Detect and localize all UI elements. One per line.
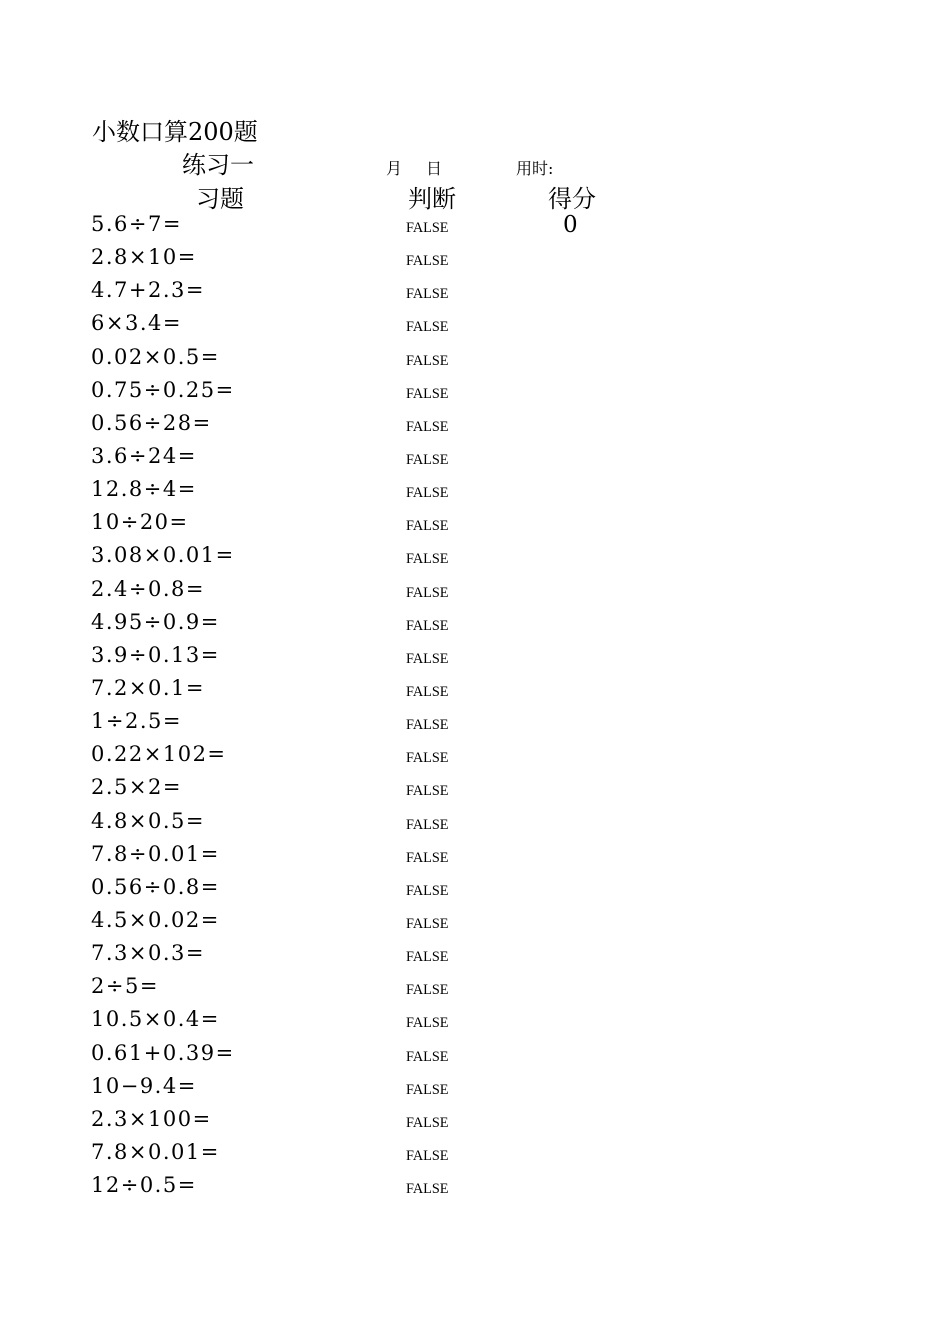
problem-row <box>0 1039 950 1072</box>
judge-result: FALSE <box>406 982 449 999</box>
problem-row <box>0 343 950 376</box>
judge-result: FALSE <box>406 286 449 303</box>
judge-result: FALSE <box>406 1081 449 1098</box>
judge-result: FALSE <box>406 584 449 601</box>
problem-row <box>0 807 950 840</box>
problem-text: 2.8×10= <box>91 245 197 270</box>
problem-row <box>0 740 950 773</box>
problem-row <box>0 1005 950 1038</box>
problem-row <box>0 1105 950 1138</box>
problem-text: 10.5×0.4= <box>91 1007 220 1032</box>
judge-result: FALSE <box>406 485 449 502</box>
problem-text: 0.75÷0.25= <box>91 377 235 402</box>
judge-result: FALSE <box>406 253 449 270</box>
problem-row <box>0 276 950 309</box>
problem-row <box>0 376 950 409</box>
problem-text: 2.3×100= <box>91 1106 212 1131</box>
problem-row <box>0 210 950 243</box>
problem-text: 7.2×0.1= <box>91 675 205 700</box>
problem-row <box>0 608 950 641</box>
problem-row <box>0 674 950 707</box>
judge-result: FALSE <box>406 816 449 833</box>
exercise-label: 练习一 <box>182 151 254 179</box>
judge-result: FALSE <box>406 783 449 800</box>
problem-text: 2.5×2= <box>91 775 182 800</box>
problem-row <box>0 773 950 806</box>
problem-text: 1÷2.5= <box>91 709 182 734</box>
problem-row <box>0 508 950 541</box>
judge-result: FALSE <box>406 451 449 468</box>
problem-row <box>0 873 950 906</box>
column-header-score: 得分 <box>548 185 596 213</box>
problem-row <box>0 243 950 276</box>
problem-text: 2.4÷0.8= <box>91 576 205 601</box>
problem-text: 4.8×0.5= <box>91 808 205 833</box>
problem-row <box>0 707 950 740</box>
problem-text: 3.9÷0.13= <box>91 642 220 667</box>
judge-result: FALSE <box>406 1181 449 1198</box>
month-label: 月 <box>386 159 403 178</box>
judge-result: FALSE <box>406 385 449 402</box>
judge-result: FALSE <box>406 418 449 435</box>
problem-text: 12.8÷4= <box>91 477 197 502</box>
problem-list <box>0 210 950 1204</box>
judge-result: FALSE <box>406 849 449 866</box>
problem-row <box>0 575 950 608</box>
column-header-problem: 习题 <box>196 185 244 213</box>
problem-row <box>0 475 950 508</box>
judge-result: FALSE <box>406 750 449 767</box>
problem-text: 6×3.4= <box>91 311 182 336</box>
problem-text: 0.02×0.5= <box>91 344 220 369</box>
judge-result: FALSE <box>406 1114 449 1131</box>
document-title: 小数口算200题 <box>92 118 258 146</box>
problem-text: 7.8÷0.01= <box>91 841 220 866</box>
problem-text: 0.61+0.39= <box>91 1040 235 1065</box>
judge-result: FALSE <box>406 683 449 700</box>
judge-result: FALSE <box>406 1147 449 1164</box>
problem-text: 3.08×0.01= <box>91 543 235 568</box>
day-label: 日 <box>426 159 443 178</box>
problem-row <box>0 309 950 342</box>
problem-text: 0.56÷0.8= <box>91 874 220 899</box>
judge-result: FALSE <box>406 1048 449 1065</box>
problem-text: 12÷0.5= <box>91 1173 197 1198</box>
judge-result: FALSE <box>406 352 449 369</box>
problem-row <box>0 641 950 674</box>
problem-text: 3.6÷24= <box>91 443 197 468</box>
problem-text: 7.3×0.3= <box>91 941 205 966</box>
problem-text: 4.5×0.02= <box>91 907 220 932</box>
judge-result: FALSE <box>406 617 449 634</box>
score-value: 0 <box>563 212 578 238</box>
problem-row <box>0 1171 950 1204</box>
judge-result: FALSE <box>406 717 449 734</box>
judge-result: FALSE <box>406 518 449 535</box>
judge-result: FALSE <box>406 1015 449 1032</box>
judge-result: FALSE <box>406 650 449 667</box>
problem-row <box>0 840 950 873</box>
problem-row <box>0 1138 950 1171</box>
problem-row <box>0 541 950 574</box>
judge-result: FALSE <box>406 915 449 932</box>
problem-row <box>0 972 950 1005</box>
problem-text: 0.56÷28= <box>91 410 212 435</box>
problem-row <box>0 442 950 475</box>
problem-text: 4.95÷0.9= <box>91 609 220 634</box>
problem-row <box>0 1072 950 1105</box>
problem-text: 4.7+2.3= <box>91 278 205 303</box>
problem-row <box>0 939 950 972</box>
judge-result: FALSE <box>406 551 449 568</box>
judge-result: FALSE <box>406 319 449 336</box>
problem-text: 0.22×102= <box>91 742 227 767</box>
judge-result: FALSE <box>406 949 449 966</box>
problem-text: 7.8×0.01= <box>91 1139 220 1164</box>
problem-text: 2÷5= <box>91 974 159 999</box>
problem-text: 5.6÷7= <box>91 212 182 236</box>
problem-text: 10−9.4= <box>91 1073 197 1098</box>
judge-result: FALSE <box>406 220 449 236</box>
time-spent-label: 用时: <box>516 159 554 178</box>
problem-row <box>0 409 950 442</box>
column-header-judge: 判断 <box>408 185 456 213</box>
judge-result: FALSE <box>406 882 449 899</box>
problem-text: 10÷20= <box>91 510 189 535</box>
problem-row <box>0 906 950 939</box>
